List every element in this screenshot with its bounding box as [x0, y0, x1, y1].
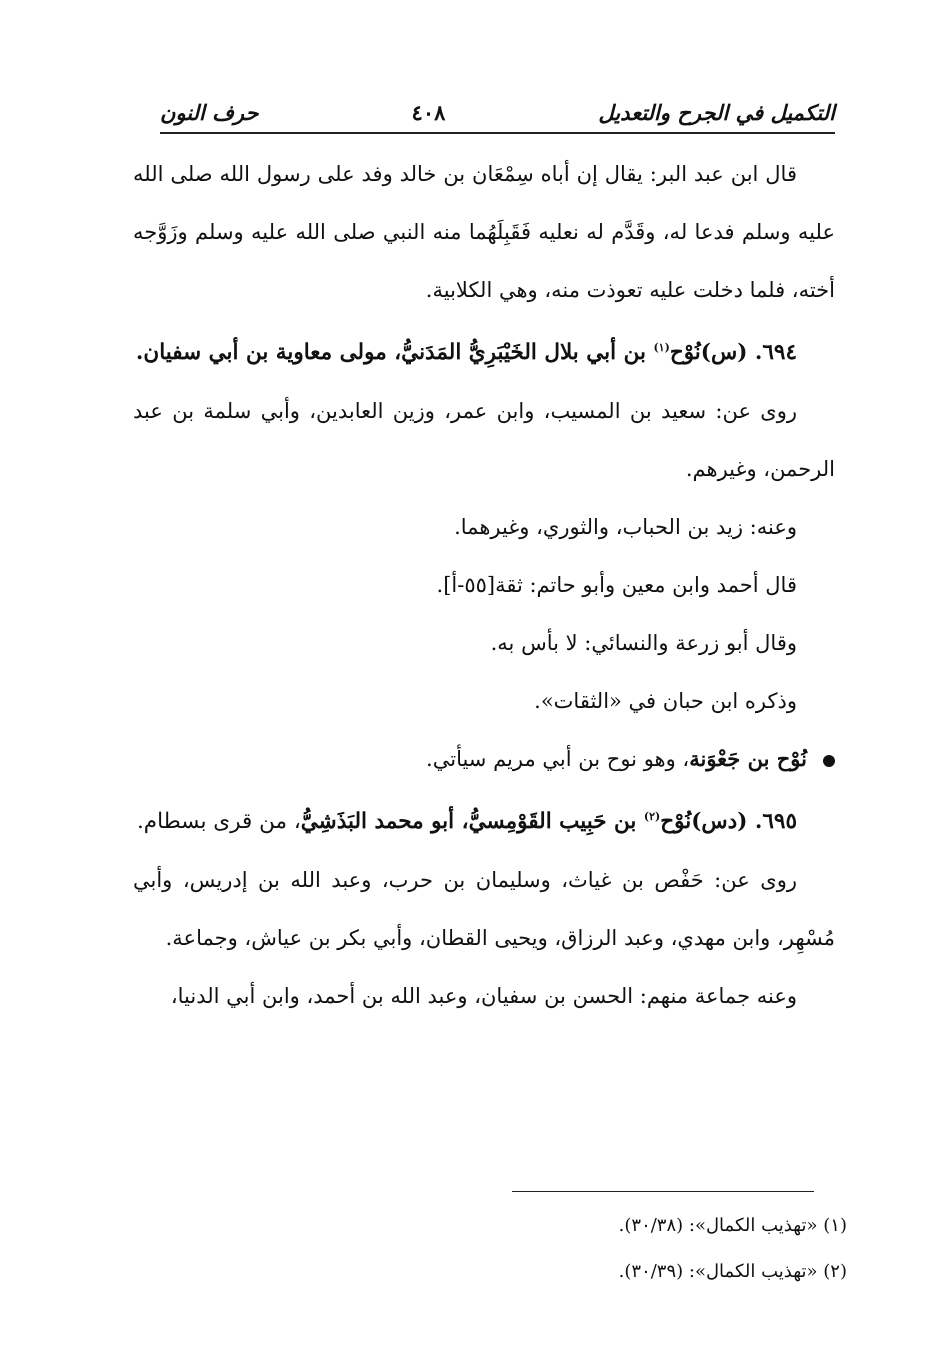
footnote-ref-2: (٢) — [643, 810, 661, 824]
entry-695-place: ، من قرى بسطام. — [136, 809, 301, 835]
paragraph: قال أحمد وابن معين وأبو حاتم: ثقة[٥٥-أ]. — [436, 573, 797, 598]
paragraph: وعنه: زيد بن الحباب، والثوري، وغيرهما. — [454, 515, 797, 540]
footnote-2: (٢) «تهذيب الكمال»: (٣٠/٣٩). — [618, 1261, 847, 1282]
cross-reference-text: ، وهو نوح بن أبي مريم سيأتي. — [426, 747, 690, 772]
entry-695-heading — [133, 788, 835, 851]
footnote-ref-1: (١) — [653, 341, 670, 354]
entry-694-nasab: بن أبي بلال الخَيْبَرِيُّ المَدَنيُّ، مولى معاوية بن أبي سفيان. — [135, 340, 654, 366]
main-text — [133, 145, 835, 1025]
footnote-1: (١) «تهذيب الكمال»: (٣٠/٣٨). — [618, 1215, 847, 1236]
footnotes — [300, 1203, 847, 1295]
paragraph: وقال أبو زرعة والنسائي: لا بأس به. — [490, 631, 797, 656]
paragraph: روى عن: حَفْص بن غياث، وسليمان بن حرب، وعبد الله بن إدريس، وأبي مُسْهِر، وابن مهدي، وعبد الرزاق، ويحيى القطان، وأبي بكر بن عياش، وجماعة. — [133, 868, 835, 951]
footnote-separator — [512, 1191, 814, 1192]
paragraph: قال ابن عبد البر: يقال إن أباه سِمْعَان بن خالد وفد على رسول الله صلى الله عليه وسلم فدعا له، وقَدَّم له نعليه فَقَبِلَهُما منه النبي صلى الله عليه وسلم وزَوَّجه أخته، فلما دخلت عليه تعوذت منه، وهي الكلابية. — [133, 162, 835, 302]
cross-reference-line — [133, 730, 835, 788]
section-title: حرف النون — [160, 99, 259, 125]
entry-695-name: ٦٩٥. (دس)نُوْح — [660, 809, 797, 835]
book-title: التكميل في الجرح والتعديل — [598, 99, 835, 125]
bullet-icon — [823, 755, 835, 767]
paragraph: وذكره ابن حبان في «الثقات». — [534, 689, 797, 714]
page-number: ٤٠٨ — [411, 99, 446, 125]
entry-694-name: ٦٩٤. (س)نُوْح — [669, 340, 797, 366]
paragraph: روى عن: سعيد بن المسيب، وابن عمر، وزين العابدين، وأبي سلمة بن عبد الرحمن، وغيرهم. — [133, 399, 835, 482]
cross-reference-name: نُوْح بن جَعْوَنة — [689, 746, 807, 772]
running-header — [160, 92, 835, 134]
paragraph: وعنه جماعة منهم: الحسن بن سفيان، وعبد الله بن أحمد، وابن أبي الدنيا، — [170, 984, 797, 1009]
entry-694-heading — [133, 319, 835, 382]
entry-695-nasab: بن حَبِيب القَوْمِسيُّ، أبو محمد البَذَشِيُّ — [300, 809, 644, 835]
